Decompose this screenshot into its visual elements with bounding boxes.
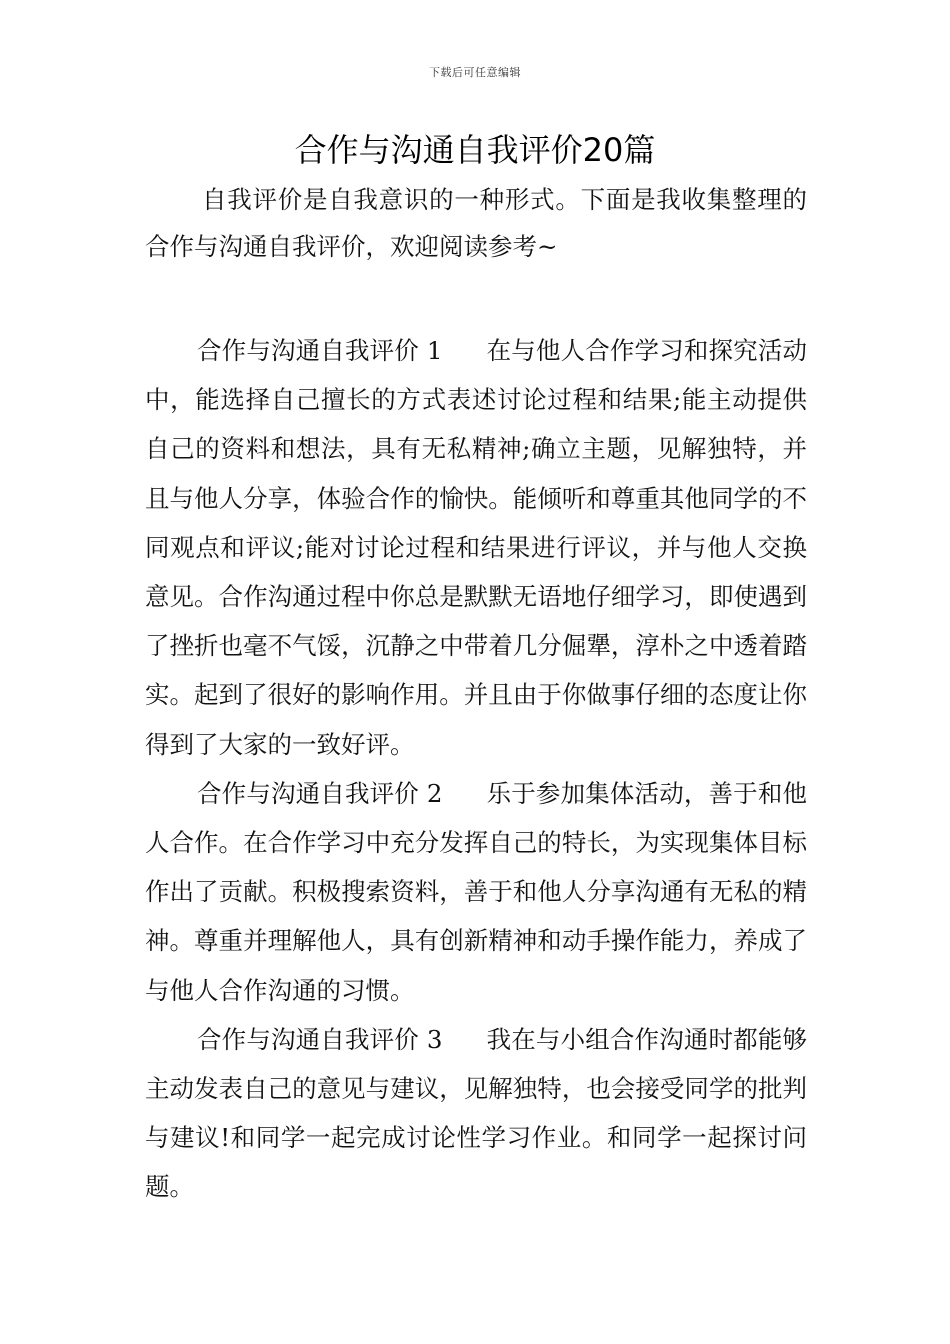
section-3-body: 我在与小组合作沟通时都能够主动发表自己的意见与建议，见解独特，也会接受同学的批判与建议!和同学一起完成讨论性学习作业。和同学一起探讨问题。	[145, 1024, 808, 1202]
sections-container	[145, 326, 807, 1212]
section-3-paragraph	[145, 1015, 807, 1212]
section-1-body: 在与他人合作学习和探究活动中，能选择自己擅长的方式表述讨论过程和结果;能主动提供自己的资料和想法，具有无私精神;确立主题，见解独特，并且与他人分享，体验合作的愉快。能倾听和尊重其他同学的不同观点和评议;能对讨论过程和结果进行评议，并与他人交换意见。合作沟通过程中你总是默默无语地仔细学习，即使遇到了挫折也毫不气馁，沉静之中带着几分倔犟，淳朴之中透着踏实。起到了很好的影响作用。并且由于你做事仔细的态度让你得到了大家的一致好评。	[145, 336, 808, 759]
section-1-heading: 合作与沟通自我评价 1	[197, 336, 443, 365]
intro-paragraph: 自我评价是自我意识的一种形式。下面是我收集整理的合作与沟通自我评价，欢迎阅读参考~	[145, 185, 807, 261]
header-note: 下载后可任意编辑	[429, 66, 521, 79]
section-1-paragraph	[145, 326, 807, 769]
document-title: 合作与沟通自我评价20篇	[294, 131, 656, 169]
section-2-paragraph	[145, 769, 807, 1015]
section-3-heading: 合作与沟通自我评价 3	[197, 1024, 443, 1054]
section-2-heading: 合作与沟通自我评价 2	[197, 778, 443, 808]
section-2-body: 乐于参加集体活动，善于和他人合作。在合作学习中充分发挥自己的特长，为实现集体目标作出了贡献。积极搜索资料，善于和他人分享沟通有无私的精神。尊重并理解他人，具有创新精神和动手操作能力，养成了与他人合作沟通的习惯。	[145, 778, 808, 1005]
